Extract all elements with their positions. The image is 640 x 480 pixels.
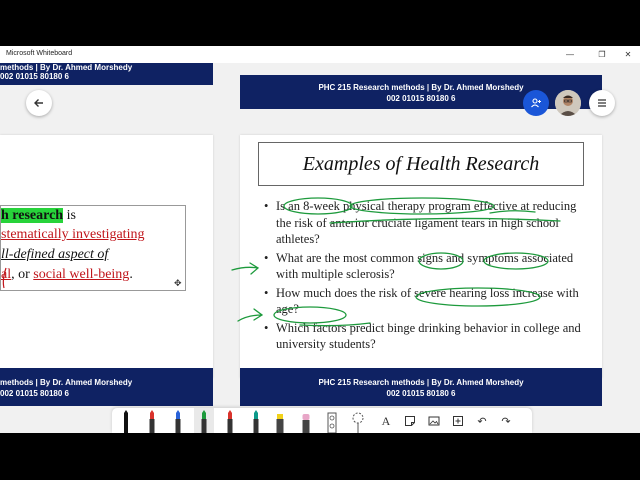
pen-icon (250, 409, 262, 433)
highlighted-term: h research (1, 208, 64, 223)
slide-title: Examples of Health Research (258, 142, 584, 186)
bullet-item: • Which factors predict binge drinking behavior in college and university students? (262, 320, 592, 353)
pen-icon (146, 409, 158, 433)
pen-black-tool[interactable] (116, 408, 136, 433)
redo-icon[interactable]: ↷ (501, 415, 511, 428)
footer-text: PHC 215 Research methods | By Dr. Ahmed Morshedy (318, 378, 524, 387)
footer-phone: 002 01015 80180 6 (386, 389, 456, 398)
definition-text: . (129, 267, 133, 282)
definition-text: al (1, 267, 12, 282)
definition-text: , or (11, 267, 34, 282)
eraser-icon (300, 409, 312, 433)
pen-red-2-tool[interactable] (220, 408, 240, 433)
sticky-note-icon[interactable] (402, 414, 418, 428)
move-cursor-icon: ✥ (174, 279, 182, 289)
ruler-icon (325, 409, 339, 433)
user-avatar[interactable] (555, 90, 581, 116)
whiteboard-canvas[interactable] (0, 63, 640, 433)
window-titlebar (0, 46, 640, 63)
lasso-icon (351, 409, 365, 433)
definition-text: ll-defined aspect of (1, 247, 109, 262)
definition-text: social well-being (33, 267, 130, 282)
lasso-tool[interactable] (348, 408, 368, 433)
footer-text: methods | By Dr. Ahmed Morshedy (0, 378, 133, 387)
letterbox-bottom (0, 433, 640, 480)
bullet-list (262, 198, 592, 355)
bullet-item: • What are the most common signs and symptoms associated with multiple sclerosis? (262, 250, 592, 283)
add-content-icon[interactable] (450, 414, 466, 428)
footer-text: methods | By Dr. Ahmed Morshedy (0, 63, 133, 72)
definition-text: is (63, 208, 76, 223)
bullet-item: • How much does the risk of severe hearing loss increase with age? (262, 285, 592, 318)
top-left-slide-footer (0, 63, 213, 85)
footer-text: PHC 215 Research methods | By Dr. Ahmed Morshedy (318, 83, 524, 92)
footer-phone: 002 01015 80180 6 (0, 389, 69, 398)
pen-icon (120, 409, 132, 433)
pen-teal-tool[interactable] (246, 408, 266, 433)
text-icon[interactable]: A (381, 413, 391, 428)
close-button[interactable]: ✕ (624, 49, 632, 59)
right-slide-footer (240, 368, 602, 406)
pen-icon (172, 409, 184, 433)
menu-button[interactable] (589, 90, 615, 116)
window-title: Microsoft Whiteboard (6, 50, 73, 57)
bullet-item: • Is an 8-week physical therapy program effective at reducing the risk of anterior cruciate ligament tears in high school athletes? (262, 198, 592, 248)
letterbox-top (0, 0, 640, 46)
ruler-tool[interactable] (322, 408, 342, 433)
hamburger-menu-icon (596, 97, 608, 109)
avatar-photo-icon (555, 90, 581, 116)
pen-green-tool[interactable] (194, 408, 214, 433)
definition-text: stematically investigating (1, 227, 145, 242)
highlighter-icon (274, 409, 286, 433)
left-slide-footer (0, 368, 213, 406)
pen-icon (224, 409, 236, 433)
pen-icon (198, 409, 210, 433)
footer-phone: 002 01015 80180 6 (386, 94, 456, 103)
image-icon[interactable] (426, 414, 442, 428)
highlighter-tool[interactable] (270, 408, 290, 433)
maximize-button[interactable]: ❐ (598, 49, 606, 59)
arrow-left-icon (33, 97, 45, 109)
share-button[interactable] (523, 90, 549, 116)
person-add-icon (530, 97, 542, 109)
definition-textbox[interactable] (0, 205, 186, 291)
eraser-tool[interactable] (296, 408, 316, 433)
inking-toolbar (112, 408, 532, 433)
undo-icon[interactable]: ↶ (477, 415, 487, 428)
back-button[interactable] (26, 90, 52, 116)
footer-phone: 002 01015 80180 6 (0, 72, 69, 81)
pen-red-tool[interactable] (142, 408, 162, 433)
minimize-button[interactable]: — (566, 49, 574, 59)
pen-blue-tool[interactable] (168, 408, 188, 433)
